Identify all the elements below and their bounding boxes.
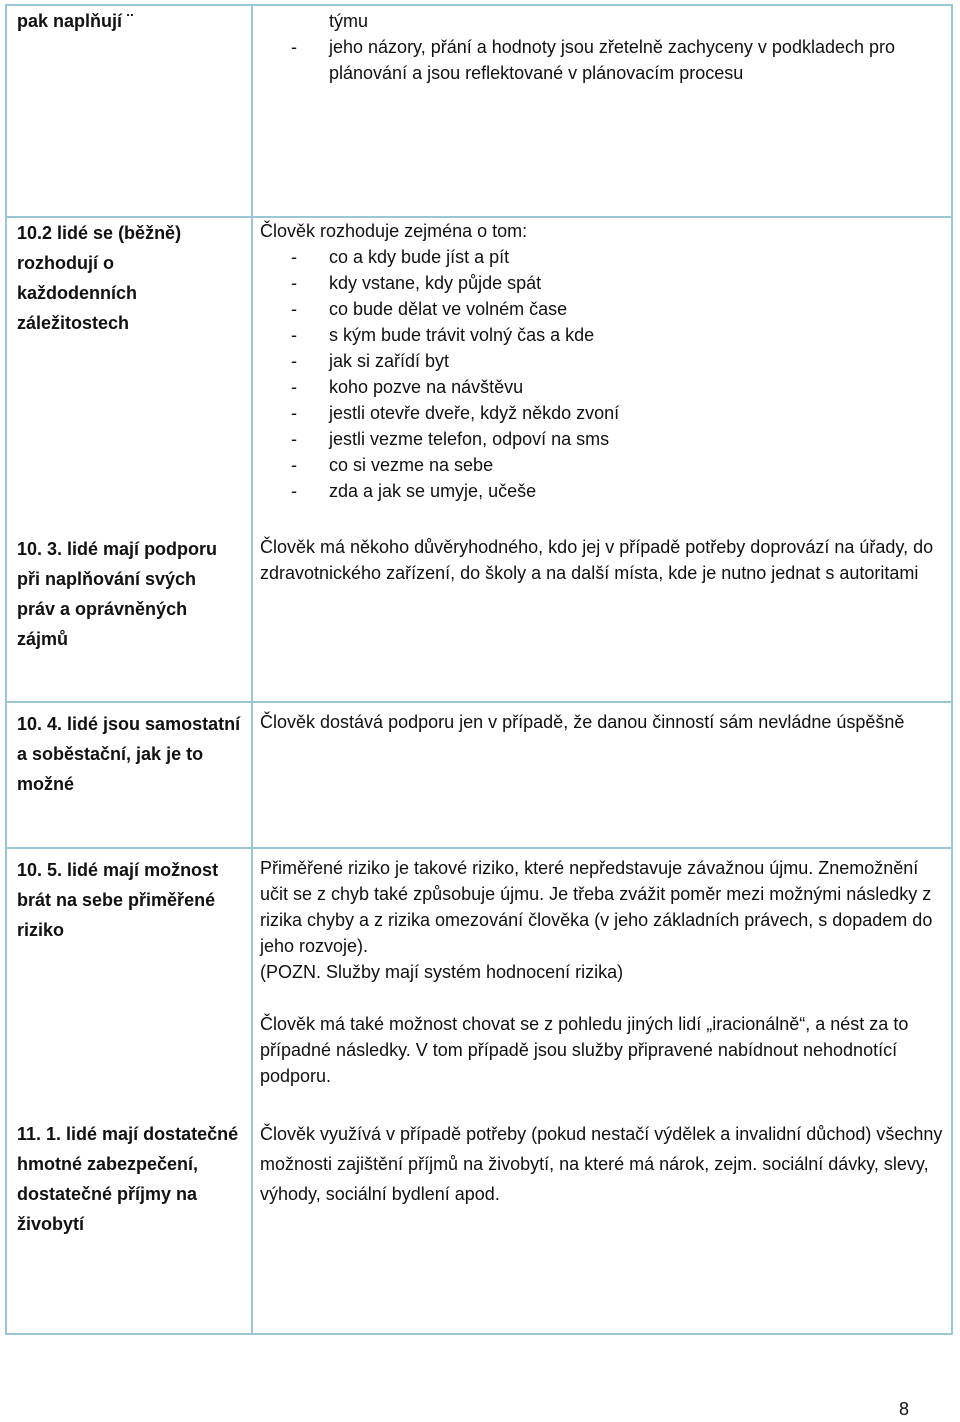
list-item	[260, 244, 950, 270]
row-heading: 10. 3. lidé mají podporu při naplňování svých práv a oprávněných zájmů	[17, 539, 218, 649]
list-item	[260, 348, 950, 374]
list-item-text: týmu	[329, 11, 369, 31]
list-item	[260, 322, 950, 348]
row-note: (POZN. Služby mají systém hodnocení rizika)	[260, 962, 624, 982]
dash-bullet: -	[291, 455, 297, 475]
column-divider	[251, 6, 253, 1333]
row-heading: pak naplňují ¨	[17, 11, 134, 31]
page-number: 8	[899, 1399, 910, 1419]
list-item-text: co si vezme na sebe	[329, 455, 494, 475]
dash-bullet: -	[291, 351, 297, 371]
list-item	[260, 270, 950, 296]
dash-bullet: -	[291, 403, 297, 423]
row-heading: 10. 4. lidé jsou samostatní a soběstační, jak je to možné	[17, 714, 241, 794]
list-item-text: co a kdy bude jíst a pít	[329, 247, 510, 267]
row-heading: 10. 5. lidé mají možnost brát na sebe přiměřené riziko	[17, 860, 219, 940]
list-item	[260, 478, 950, 504]
dash-bullet: -	[291, 299, 297, 319]
row-content	[260, 855, 950, 1089]
row-paragraph: Přiměřené riziko je takové riziko, které nepředstavuje závažnou újmu. Znemožnění učit se z chyb také způsobuje újmu. Je třeba zvážit poměr mezi možnými následky z rizika chyby a z rizika omezování člověka (v jeho základních právech, s dopadem do jeho rozvoje).	[260, 858, 933, 956]
row-content: Člověk má někoho důvěryhodného, kdo jej v případě potřeby doprovází na úřady, do zdravotnického zařízení, do školy a na další místa, kde je nutno jednat s autoritami	[260, 537, 934, 583]
dash-bullet: -	[291, 273, 297, 293]
list-item	[260, 400, 950, 426]
list-item-text: s kým bude trávit volný čas a kde	[329, 325, 595, 345]
row-heading: 10.2 lidé se (běžně) rozhodují o každodenních záležitostech	[17, 223, 182, 333]
row-heading: 11. 1. lidé mají dostatečné hmotné zabezpečení, dostatečné příjmy na živobytí	[17, 1124, 239, 1234]
list-item	[260, 8, 950, 34]
list-item-text: jestli vezme telefon, odpoví na sms	[329, 429, 610, 449]
criteria-table	[5, 4, 953, 1335]
dash-bullet: -	[291, 481, 297, 501]
row-divider	[7, 847, 951, 849]
list-item	[260, 374, 950, 400]
dash-bullet: -	[291, 247, 297, 267]
list-item-text: co bude dělat ve volném čase	[329, 299, 568, 319]
row-paragraph: Člověk má také možnost chovat se z pohledu jiných lidí „iracionálně“, a nést za to případné následky. V tom případě jsou služby připravené nabídnout nehodnotící podporu.	[260, 1014, 909, 1086]
row-content	[260, 8, 950, 86]
dash-bullet: -	[291, 377, 297, 397]
row-content	[260, 218, 950, 504]
row-content: Člověk využívá v případě potřeby (pokud nestačí výdělek a invalidní důchod) všechny možnosti zajištění příjmů na živobytí, na které má nárok, zejm. sociální dávky, slevy, výhody, sociální bydlení apod.	[260, 1124, 943, 1204]
list-item-text: jestli otevře dveře, když někdo zvoní	[329, 403, 620, 423]
list-item-text: koho pozve na návštěvu	[329, 377, 524, 397]
list-item-text: zda a jak se umyje, učeše	[329, 481, 537, 501]
list-item	[260, 34, 950, 86]
row-content: Člověk dostává podporu jen v případě, že danou činností sám nevládne úspěšně	[260, 712, 905, 732]
dash-bullet: -	[291, 429, 297, 449]
list-item	[260, 426, 950, 452]
list-item-text: kdy vstane, kdy půjde spát	[329, 273, 542, 293]
row-divider	[7, 701, 951, 703]
dash-bullet: -	[291, 37, 297, 57]
list-item	[260, 296, 950, 322]
list-item	[260, 452, 950, 478]
list-item-text: jak si zařídí byt	[329, 351, 450, 371]
row-intro: Člověk rozhoduje zejména o tom:	[260, 221, 528, 241]
list-item-text: jeho názory, přání a hodnoty jsou zřetelně zachyceny v podkladech pro plánování a jsou reflektované v plánovacím procesu	[329, 37, 896, 83]
dash-bullet: -	[291, 325, 297, 345]
